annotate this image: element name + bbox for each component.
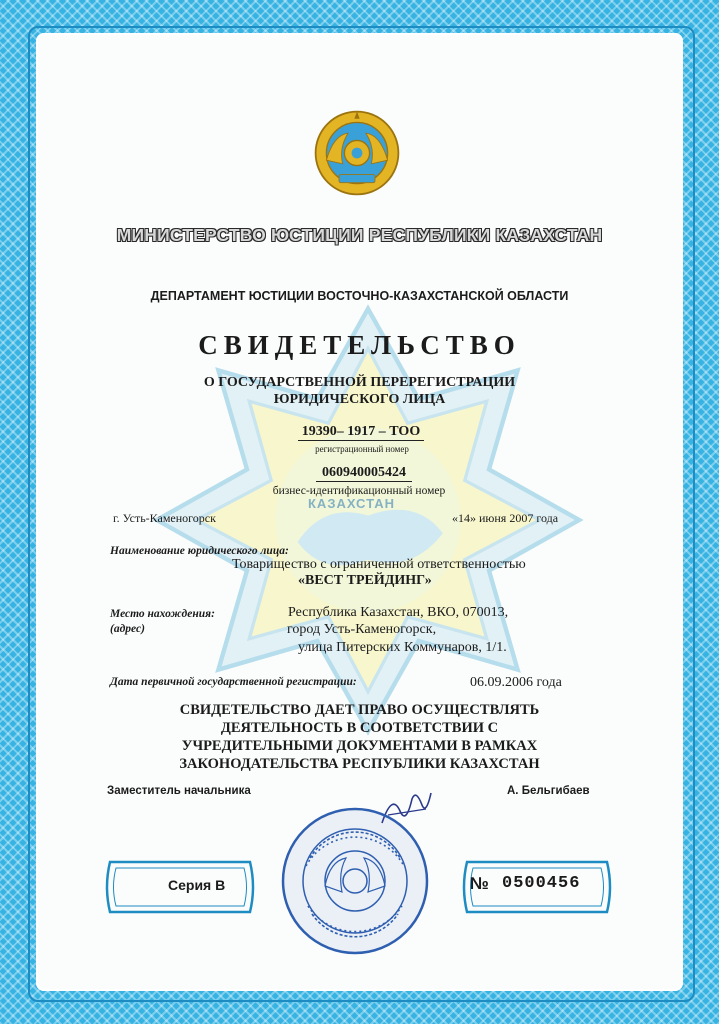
issue-date: «14» июня 2007 года <box>452 511 559 525</box>
entity-name: «ВЕСТ ТРЕЙДИНГ» <box>298 573 432 588</box>
bin-caption: бизнес-идентификационный номер <box>272 485 446 497</box>
department-heading: ДЕПАРТАМЕНТ ЮСТИЦИИ ВОСТОЧНО-КАЗАХСТАНСКОЙ ОБЛАСТИ <box>150 289 569 303</box>
rights-line3: УЧРЕДИТЕЛЬНЫМИ ДОКУМЕНТАМИ В РАМКАХ <box>181 738 538 754</box>
entity-type: Товарищество с ограниченной ответственностью <box>232 557 526 572</box>
series-label: Серия В <box>168 877 226 893</box>
number-sign: № <box>470 874 489 893</box>
rights-line4: ЗАКОНОДАТЕЛЬСТВА РЕСПУБЛИКИ КАЗАХСТАН <box>179 756 540 772</box>
registration-number-caption: регистрационный номер <box>315 444 409 454</box>
primary-registration-label: Дата первичной государственной регистрации: <box>110 676 357 688</box>
address-line2: город Усть-Каменогорск, <box>287 622 437 637</box>
address-line3: улица Питерских Коммунаров, 1/1. <box>298 640 507 655</box>
address-label: Место нахождения: <box>110 608 215 620</box>
state-emblem-icon <box>312 108 402 198</box>
certificate-title: СВИДЕТЕЛЬСТВО <box>198 330 521 360</box>
watermark-word: КАЗАХСТАН <box>308 496 395 511</box>
certificate-subtitle-line1: О ГОСУДАРСТВЕННОЙ ПЕРЕРЕГИСТРАЦИИ <box>203 375 516 390</box>
signer-name: А. Бельгибаев <box>507 785 590 797</box>
ministry-heading: МИНИСТЕРСТВО ЮСТИЦИИ РЕСПУБЛИКИ КАЗАХСТАН <box>116 225 603 245</box>
issue-city: г. Усть-Каменогорск <box>113 511 216 525</box>
bin-number: 060940005424 <box>316 465 412 482</box>
primary-registration-date: 06.09.2006 года <box>470 675 562 690</box>
entity-name-label: Наименование юридического лица: <box>110 545 289 557</box>
address-line1: Республика Казахстан, ВКО, 070013, <box>288 605 509 620</box>
rights-line2: ДЕЯТЕЛЬНОСТЬ В СООТВЕТСТВИИ С <box>220 720 499 736</box>
rights-line1: СВИДЕТЕЛЬСТВО ДАЕТ ПРАВО ОСУЩЕСТВЛЯТЬ <box>179 702 540 718</box>
form-number: 0500456 <box>502 874 581 893</box>
official-seal-icon <box>280 806 430 956</box>
address-sublabel: (адрес) <box>110 623 145 635</box>
signer-position: Заместитель начальника <box>107 785 251 797</box>
certificate-subtitle-line2: ЮРИДИЧЕСКОГО ЛИЦА <box>273 392 446 407</box>
registration-number: 19390– 1917 – ТОО <box>298 424 424 441</box>
